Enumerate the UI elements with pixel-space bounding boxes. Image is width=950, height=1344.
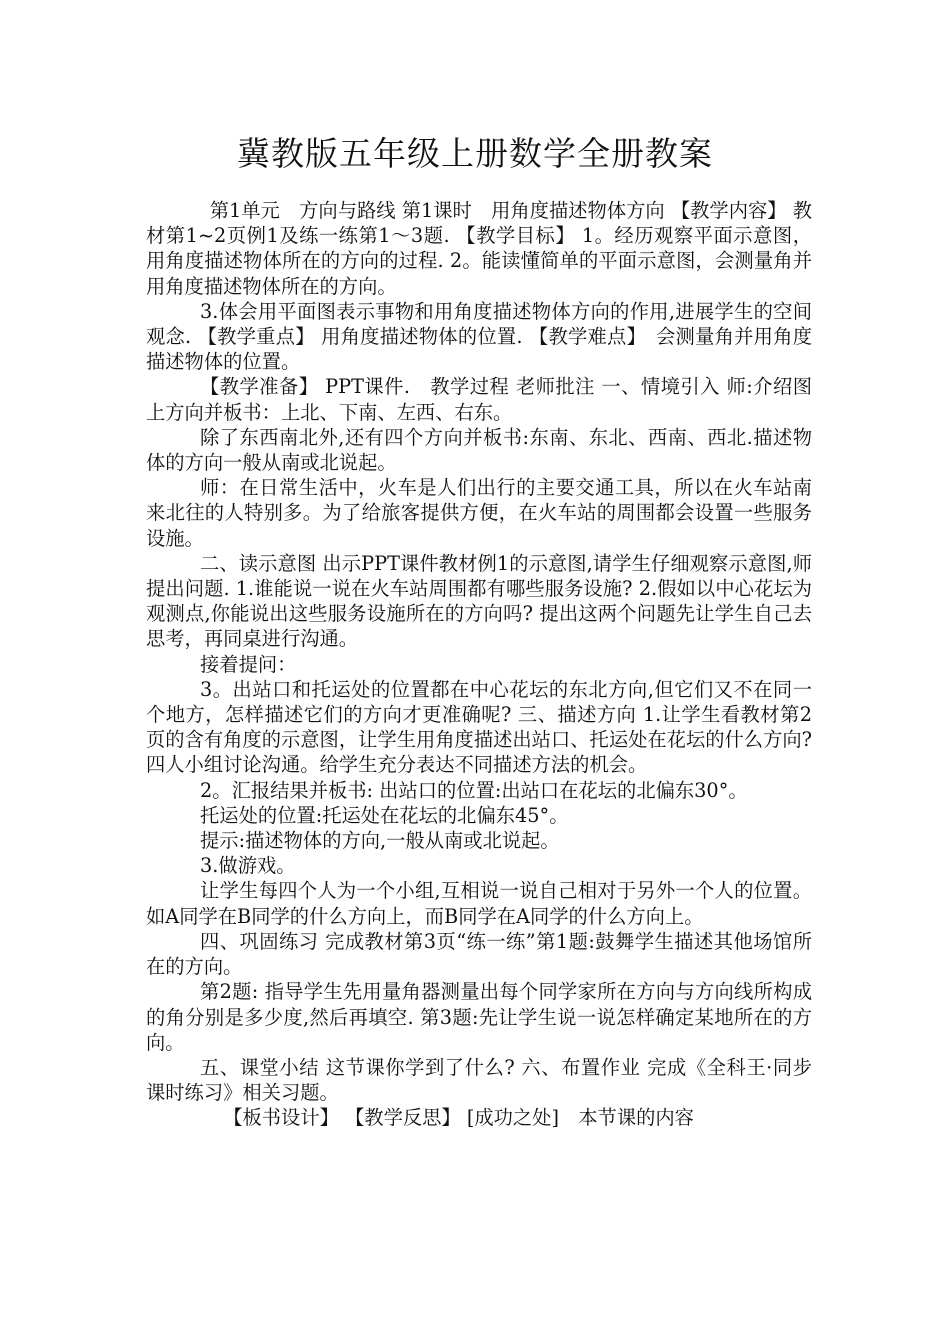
paragraph: 3.体会用平面图表示事物和用角度描述物体方向的作用,进展学生的空间观念. 【教学重点】 用角度描述物体的位置. 【教学难点】 会测量角并用角度描述物体的位置。	[146, 299, 812, 374]
paragraph: 3.做游戏。	[200, 854, 296, 878]
paragraph: 接着提问：	[200, 652, 297, 676]
paragraph: 让学生每四个人为一个小组,互相说一说自己相对于另外一个人的位置。如A同学在B同学的什么方向上，而B同学在A同学的什么方向上。	[146, 879, 812, 928]
document-body	[146, 198, 812, 1131]
paragraph: 提示:描述物体的方向,一般从南或北说起。	[200, 829, 560, 853]
paragraph: 【板书设计】 【教学反思】 [成功之处] 本节课的内容	[223, 1106, 694, 1130]
paragraph: 第1单元 方向与路线 第1课时 用角度描述物体方向 【教学内容】 教材第1~2页例1及练一练第1～3题. 【教学目标】 1。经历观察平面示意图，用角度描述物体所在的方向的过程. 2。能读懂简单的平面示意图，会测量角并用角度描述物体所在的方向。	[146, 199, 812, 298]
paragraph: 3。出站口和托运处的位置都在中心花坛的东北方向,但它们又不在同一个地方，怎样描述它们的方向才更准确呢? 三、描述方向 1.让学生看教材第2页的含有角度的示意图，让学生用角度描述出站口、托运处在花坛的什么方向? 四人小组讨论沟通。给学生充分表达不同描述方法的机会。	[146, 677, 812, 777]
paragraph: 四、巩固练习 完成教材第3页“练一练”第1题:鼓舞学生描述其他场馆所在的方向。	[146, 929, 812, 979]
paragraph: 第2题: 指导学生先用量角器测量出每个同学家所在方向与方向线所构成的角分别是多少度,然后再填空. 第3题:先让学生说一说怎样确定某地所在的方向。	[146, 980, 812, 1054]
paragraph: 【教学准备】 PPT课件. 教学过程 老师批注 一、情境引入 师:介绍图上方向并板书：上北、下南、左西、右东。	[146, 375, 812, 424]
paragraph: 2。汇报结果并板书: 出站口的位置:出站口在花坛的北偏东30°。	[200, 778, 748, 802]
paragraph: 托运处的位置:托运处在花坛的北偏东45°。	[200, 803, 569, 827]
document-title: 冀教版五年级上册数学全册教案	[237, 134, 713, 173]
paragraph: 五、课堂小结 这节课你学到了什么? 六、布置作业 完成《全科王·同步课时练习》相关习题。	[146, 1055, 812, 1105]
paragraph: 二、读示意图 出示PPT课件教材例1的示意图,请学生仔细观察示意图,师提出问题. 1.谁能说一说在火车站周围都有哪些服务设施? 2.假如以中心花坛为观测点,你能说出这些服务设施所在的方向吗? 提出这两个问题先让学生自己去思考，再同桌进行沟通。	[146, 551, 812, 651]
paragraph: 除了东西南北外,还有四个方向并板书:东南、东北、西南、西北.描述物体的方向一般从南或北说起。	[146, 425, 812, 475]
paragraph: 师：在日常生活中，火车是人们出行的主要交通工具，所以在火车站南来北往的人特别多。为了给旅客提供方便，在火车站的周围都会设置一些服务设施。	[146, 476, 812, 550]
